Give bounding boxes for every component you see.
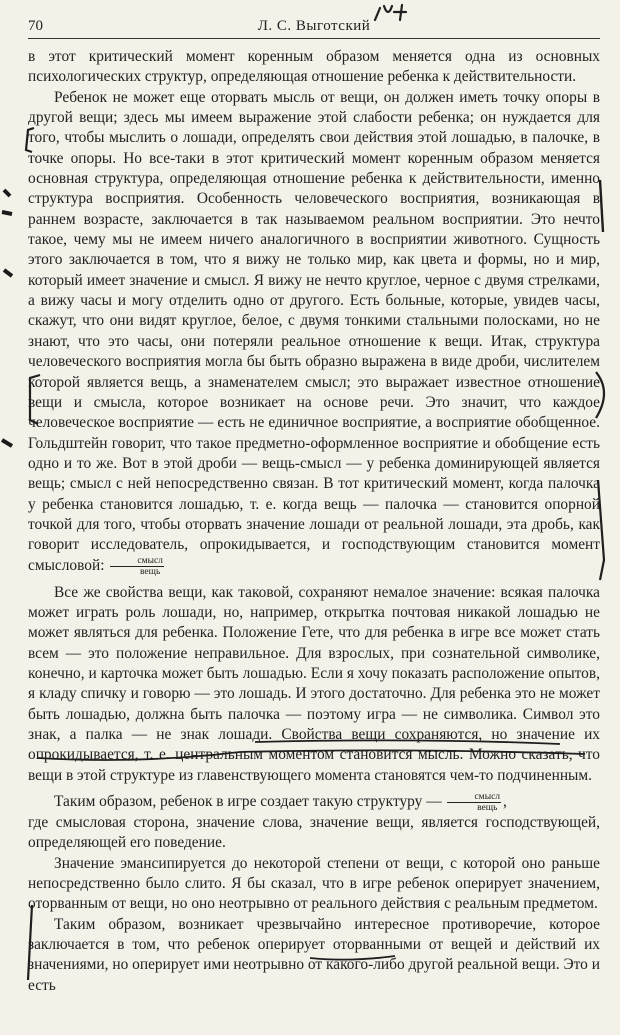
paragraph-3: Все же свойства вещи, как таковой, сохраняют немалое значение: всякая палочка может играть роль лошади, но, например, открытка почтовая никакой лошадью не может являться для ребенка. Положение Гете, что для ребенка в игре все может стать всем — это положение неправильное. Для взрослых, при сознательной символике, конечно, и карточка может быть лошадью. Если я хочу показать расположение опытов, я кладу спичку и говорю — это лошадь. И этого достаточно. Для ребенка это не может быть лошадью, должна быть палочка — поэтому игра — не символика. Символ это знак, а палка — не знак лошади. Свойства вещи сохраняются, но значение их опрокидывается, т. е. центральным моментом становится мысль. Можно сказать, что вещи в этой структуре из главенствующего момента становятся чем-то подчиненным. bbox=[28, 583, 600, 784]
page-number: 70 bbox=[28, 18, 43, 34]
fraction-structure: $\frac{\text{смысл}}{\text{вещь}}$ bbox=[447, 792, 501, 813]
paragraph-1: в этот критический момент коренным образом меняется одна из основных психологических структур, определяющая отношение ребенка к действительности. bbox=[28, 48, 600, 86]
fraction-meaning-over-thing: $\frac{\text{смысл}}{\text{вещь}}$ bbox=[110, 556, 164, 577]
paragraph-2-text: Ребенок не может еще оторвать мысль от вещи, он должен иметь точку опоры в другой вещи; здесь мы имеем выражение этой слабости ребенка; он нуждается для того, чтобы мыслить о лошади, определять свои действия этой лошадью, в палочке, в точке опоры. Но все-таки в этот критический момент коренным образом меняется основная структура, определяющая отношение ребенка к действительности, именно структура восприятия. Особенность человеческого восприятия, возникающая в раннем возрасте, заключается в так называемом реальном восприятии. Это нечто такое, чему мы не имеем ничего аналогичного в восприятии животного. Сущность этого заключается в том, что я вижу не только мир, как цвета и формы, но и мир, который имеет значение и смысл. Я вижу не нечто круглое, черное с двумя стрелками, а вижу часы и могу отделить одно от другого. Есть больные, которые, увидев часы, скажут, что они видят круглое, белое, с двумя тонкими стальными полосками, но не знают, что это часы, они потеряли реальное отношение к вещи. Итак, структура человеческого восприятия могла бы быть образно выражена в виде дроби, числителем которой является вещь, а знаменателем смысл; это выражает известное отношение вещи и смысла, которое возникает на основе речи. Это значит, что каждое человеческое восприятие — есть не единичное восприятие, а восприятие обобщенное. Гольдштейн говорит, что такое предметно-оформленное восприятие и обобщение есть одно и то же. Вот в этой дроби — вещь-смысл — у ребенка доминирующей является вещь; смысл с ней непосредственно связан. В тот критический момент, когда палочка у ребенка становится лошадью, т. е. когда вещь — палочка — становится опорной точкой для того, чтобы оторвать значение лошади от реальной лошади, эта дробь, как говорит исследователь, опрокидывается, и господствующим становится момент смысловой: bbox=[28, 88, 600, 574]
paragraph-5: где смысловая сторона, значение слова, значение вещи, является господствующей, определяющей его поведение. bbox=[28, 814, 600, 852]
paragraph-4: Таким образом, ребенок в игре создает такую структуру — $\frac{\text{смысл}}{\text{вещь}}$ , bbox=[54, 792, 507, 814]
paragraph-4-text: Таким образом, ребенок в игре создает такую структуру — bbox=[54, 793, 442, 811]
running-title: Л. С. Выготский bbox=[257, 18, 371, 34]
paragraph-6: Значение эмансипируется до некоторой степени от вещи, с которой оно раньше непосредственно было слито. Я бы сказал, что в игре ребенок оперирует значением, оторванным от вещи, но оно неотрывно от реального действия с реальным предметом. bbox=[28, 854, 600, 913]
paragraph-7: Таким образом, возникает чрезвычайно интересное противоречие, которое заключается в том, что ребенок оперирует оторванными от вещей и действий их значениями, но оперирует ими неотрывно от какого-либо другой реальной вещи. Это и есть bbox=[28, 915, 600, 994]
